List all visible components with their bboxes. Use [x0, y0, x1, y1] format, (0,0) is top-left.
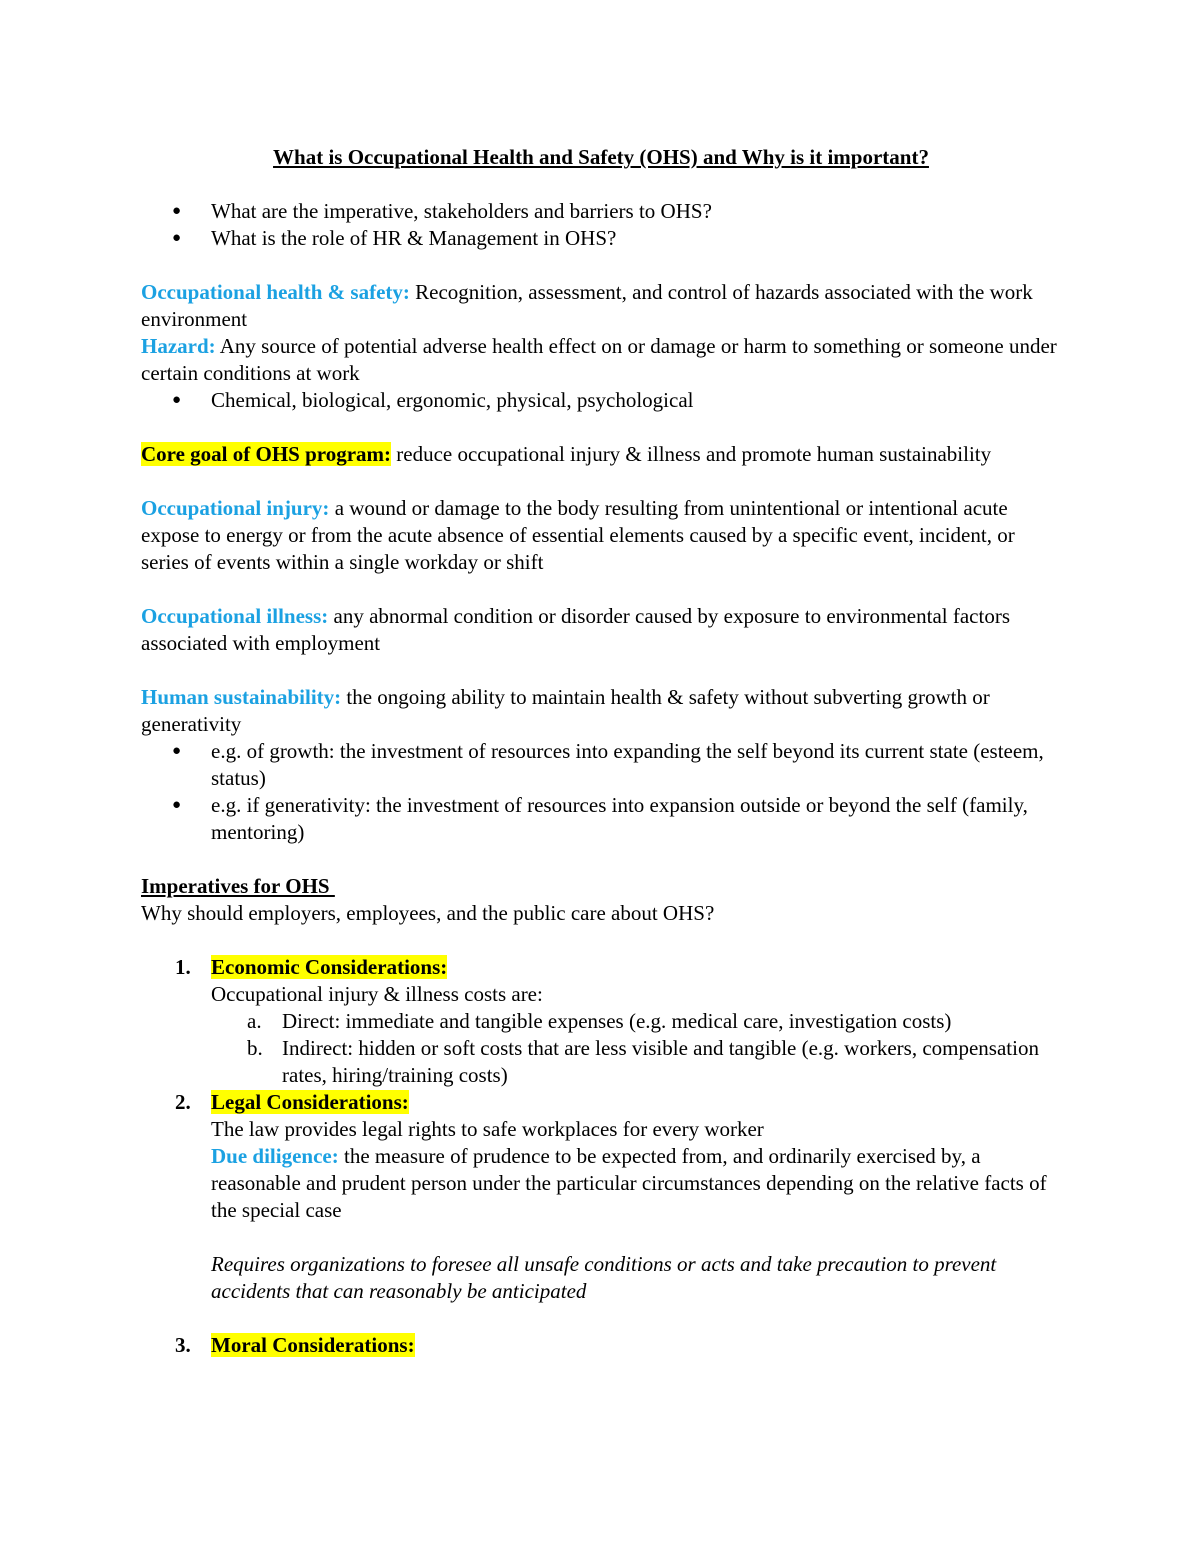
item-intro: The law provides legal rights to safe workplaces for every worker	[211, 1117, 764, 1141]
definition-term: Human sustainability:	[141, 685, 342, 709]
ohs-definition	[141, 279, 1061, 333]
definition-term: Hazard:	[141, 334, 216, 358]
highlighted-term: Moral Considerations:	[211, 1333, 415, 1357]
list-item: ● e.g. of growth: the investment of resources into expanding the self beyond its current state (esteem, status)	[141, 738, 1061, 792]
due-diligence-definition	[141, 1143, 1061, 1224]
numbered-item-moral	[141, 1332, 1061, 1359]
list-item: ● What is the role of HR & Management in OHS?	[141, 225, 1061, 252]
list-item: ● Chemical, biological, ergonomic, physical, psychological	[141, 387, 1061, 414]
core-goal	[141, 441, 1061, 468]
item-number: 2.	[175, 1090, 191, 1114]
definition-term: Due diligence:	[211, 1144, 339, 1168]
italic-note: Requires organizations to foresee all unsafe conditions or acts and take precaution to prevent accidents that can reasonably be anticipated	[211, 1252, 997, 1303]
item-number: 3.	[175, 1333, 191, 1357]
hazard-definition	[141, 333, 1061, 387]
document-body	[141, 144, 1061, 1359]
document-title: What is Occupational Health and Safety (OHS) and Why is it important?	[273, 145, 929, 169]
sustainability-definition	[141, 684, 1061, 738]
highlighted-term: Economic Considerations:	[211, 955, 448, 979]
item-letter: b.	[247, 1036, 263, 1060]
sustainability-bullet-list	[141, 738, 1061, 846]
section-heading: Imperatives for OHS	[141, 874, 335, 898]
highlighted-term: Core goal of OHS program:	[141, 442, 392, 466]
highlighted-term: Legal Considerations:	[211, 1090, 409, 1114]
list-item: ● e.g. if generativity: the investment of resources into expansion outside or beyond the self (family, mentoring)	[141, 792, 1061, 846]
definition-text: Any source of potential adverse health effect on or damage or harm to something or someone under certain conditions at work	[141, 334, 1057, 385]
item-intro: Occupational injury & illness costs are:	[211, 982, 543, 1006]
injury-definition	[141, 495, 1061, 576]
item-letter: a.	[247, 1009, 262, 1033]
numbered-item-economic	[141, 954, 1061, 981]
numbered-item-legal	[141, 1089, 1061, 1116]
illness-definition	[141, 603, 1061, 657]
lettered-item	[141, 1035, 1061, 1089]
definition-term: Occupational injury:	[141, 496, 330, 520]
section-question: Why should employers, employees, and the public care about OHS?	[141, 901, 715, 925]
definition-text: the measure of prudence to be expected from, and ordinarily exercised by, a reasonable and prudent person under the particular circumstances depending on the relative facts of the special case	[211, 1144, 1047, 1222]
item-text: Indirect: hidden or soft costs that are less visible and tangible (e.g. workers, compensation rates, hiring/training costs)	[282, 1036, 1039, 1087]
hazard-bullet-list	[141, 387, 1061, 414]
definition-text: a wound or damage to the body resulting from unintentional or intentional acute expose to energy or from the acute absence of essential elements caused by a specific event, incident, or series of events within a single workday or shift	[141, 496, 1015, 574]
definition-text: reduce occupational injury & illness and promote human sustainability	[391, 442, 992, 466]
definition-term: Occupational illness:	[141, 604, 329, 628]
definition-text: any abnormal condition or disorder caused by exposure to environmental factors associated with employment	[141, 604, 1010, 655]
item-text: Direct: immediate and tangible expenses (e.g. medical care, investigation costs)	[282, 1009, 952, 1033]
item-number: 1.	[175, 955, 191, 979]
definition-text: Recognition, assessment, and control of hazards associated with the work environment	[141, 280, 1033, 331]
lettered-item	[141, 1008, 1061, 1035]
definition-text: the ongoing ability to maintain health & safety without subverting growth or generativity	[141, 685, 990, 736]
intro-bullet-list	[141, 198, 1061, 252]
definition-term: Occupational health & safety:	[141, 280, 410, 304]
list-item: ● What are the imperative, stakeholders and barriers to OHS?	[141, 198, 1061, 225]
